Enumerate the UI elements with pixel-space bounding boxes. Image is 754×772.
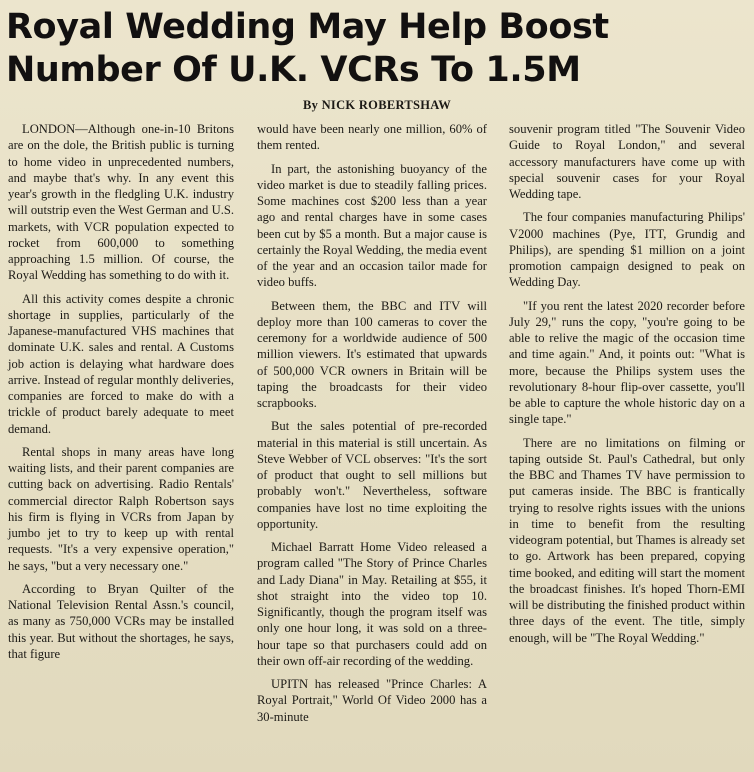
paragraph: All this activity comes despite a chronic shortage in supplies, particularly of the Japanese-manufactured VHS machines that dominate U.K. sales and rental. A Customs job action is delaying what hardware does arrive. Instead of regular monthly deliveries, companies are forced to make do with a trickle of product barely adequate to meet demand.: [8, 291, 234, 436]
paragraph: would have been nearly one million, 60% of them rented.: [257, 122, 487, 153]
paragraph: UPITN has released "Prince Charles: A Royal Portrait," World Of Video 2000 has a 30-minute: [257, 677, 487, 724]
article-column-3: [509, 121, 745, 653]
headline-line-2: Number Of U.K. VCRs To 1.5M: [6, 50, 581, 90]
paragraph: souvenir program titled "The Souvenir Video Guide to Royal London," and several accessory manufacturers have come up with special souvenir cases for your Royal Wedding tape.: [509, 122, 745, 201]
article-column-2: [257, 121, 487, 732]
paragraph: LONDON—Although one-in-10 Britons are on the dole, the British public is turning to home video in unprecedented numbers, and maybe that's why. In any event this year's growth in the fledgling U.K. industry will outstrip even the West German and U.S. markets, with VCR population expected to rocket from 600,000 to something approaching 1.5 million. Of course, the Royal Wedding has something to do with it.: [8, 122, 234, 283]
paragraph: Michael Barratt Home Video released a program called "The Story of Prince Charles and Lady Diana" in May. Retailing at $55, it shot straight into the video top 10. Significantly, though the program itself was only one hour long, it was sold on a three-hour tape so that purchasers could add on their own off-air recording of the wedding.: [257, 540, 487, 668]
paragraph: Rental shops in many areas have long waiting lists, and their parent companies are cutting back on advertising. Radio Rentals' commercial director Ralph Robertson says his firm is flying in VCRs from Japan by jumbo jet to try to keep up with rental requests. "It's a very expensive operation," he says, "but a very necessary one.": [8, 444, 234, 573]
headline: [6, 6, 746, 92]
paragraph: The four companies manufacturing Philips' V2000 machines (Pye, ITT, Grundig and Philips), are spending $1 million on a joint promotion campaign designed to peak on Wedding Day.: [509, 210, 745, 290]
headline-line-1: Royal Wedding May Help Boost: [6, 7, 609, 47]
paragraph: According to Bryan Quilter of the National Television Rental Assn.'s council, as many as 750,000 VCRs may be installed this year. But without the shortages, he says, that figure: [8, 581, 234, 661]
paragraph: In part, the astonishing buoyancy of the video market is due to steadily falling prices. Some machines cost $200 less than a year ago and rental charges have in some cases been cut by $5 a month. But a major cause is certainly the Royal Wedding, the media event of the year and an occasion tailor made for video buffs.: [257, 161, 487, 290]
byline: By NICK ROBERTSHAW: [302, 98, 452, 112]
paragraph: Between them, the BBC and ITV will deploy more than 100 cameras to cover the ceremony for a worldwide audience of 500 million viewers. It's estimated that upwards of 500,000 VCR owners in Britain will be taping the broadcasts for their video scrapbooks.: [257, 298, 487, 410]
paragraph: "If you rent the latest 2020 recorder before July 29," runs the copy, "you're going to be able to relive the magic of the occasion time and time again." And, it points out: "What is more, because the Philips system uses the revolutionary 8-hour flip-over cassette, you'll be able to capture the whole historic day on a single tape.": [509, 298, 745, 427]
paragraph: There are no limitations on filming or taping outside St. Paul's Cathedral, but only the BBC and Thames TV have permission to put cameras inside. The BBC is frantically trying to resolve rights issues with the unions in time to benefit from the resulting videogram potential, but Thames is already set to go. Artwork has been prepared, copying time booked, and editing will start the moment the broadcast finishes. It's hoped Thorn-EMI will be distributing the finished product within three days of the event. The title, simply enough, will be "The Royal Wedding.": [509, 435, 745, 645]
paragraph: But the sales potential of pre-recorded material in this material is still uncertain. As Steve Webber of VCL observes: "It's the sort of product that ought to sell millions but probably won't." Nevertheless, software companies have lost no time exploiting the opportunity.: [257, 419, 487, 531]
article-column-1: [8, 121, 234, 669]
